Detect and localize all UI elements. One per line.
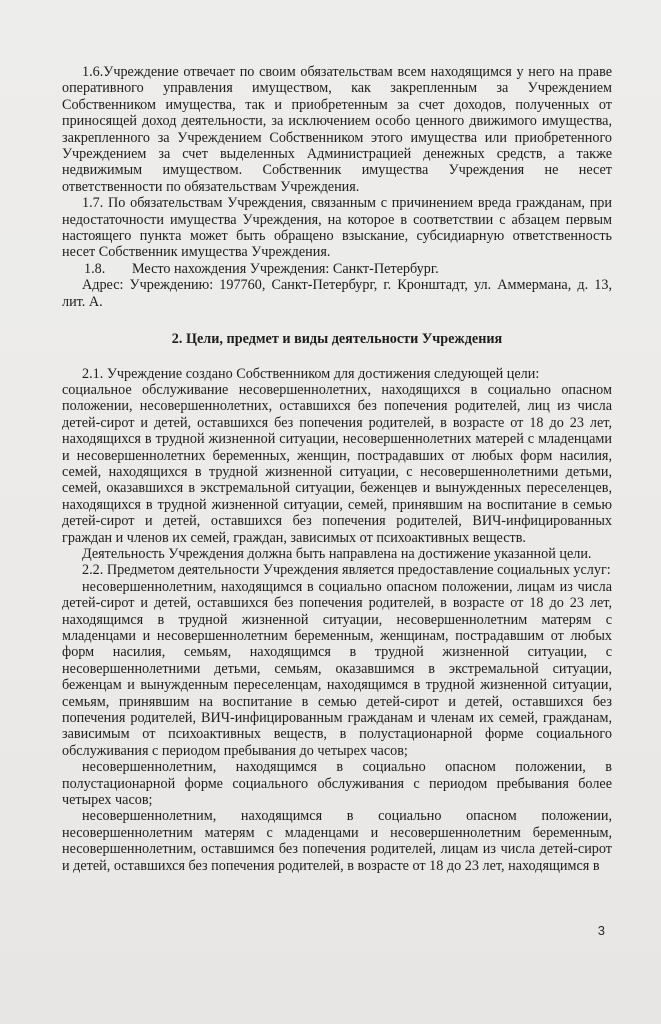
paragraph-2-1-body: социальное обслуживание несовершеннолетних, находящихся в социально опасном положении, несовершеннолетних, оставшихся без попечения родителей, лиц из числа детей-сирот и детей, оставшихся без попечения родителей, в возрасте от 18 до 23 лет, находящихся в трудной жизненной ситуации, несовершеннолетних матерей с младенцами и несовершеннолетних беременных, женщин, пострадавших от любых форм насилия, семей, находящихся в трудной жизненной ситуации, с несовершеннолетними детьми, семей, оказавшихся в экстремальной ситуации, беженцев и вынужденных переселенцев, находящихся в трудной жизненной ситуации, семей, принявшим на воспитание в семью детей-сирот и детей, оставшихся без попечения родителей, ВИЧ-инфицированных граждан и членов их семей, граждан, зависимых от психоактивных веществ. — [62, 381, 612, 546]
paragraph-1-8 — [62, 261, 612, 277]
paragraph-2-2-c: несовершеннолетним, находящимся в социально опасном положении, несовершеннолетним матерям с младенцами и несовершеннолетним беременным, несовершеннолетним, оставшимся без попечения родителей, лицам из числа детей-сирот и детей, оставшихся без попечения родителей, в возрасте от 18 до 23 лет, находящимся в — [62, 808, 612, 874]
paragraph-1-7: 1.7. По обязательствам Учреждения, связанным с причинением вреда гражданам, при недостаточности имущества Учреждения, на которое в соответствии с абзацем первым настоящего пункта может быть обращено взыскание, субсидиарную ответственность несет Собственник имущества Учреждения. — [62, 195, 612, 261]
paragraph-2-2-b: несовершеннолетним, находящимся в социально опасном положении, в полустационарной форме социального обслуживания с периодом пребывания более четырех часов; — [62, 759, 612, 809]
paragraph-1-6: 1.6.Учреждение отвечает по своим обязательствам всем находящимся у него на праве оперативного управления имуществом, как закрепленным за Учреждением Собственником имущества, так и приобретенным за счет доходов, полученных от приносящей доход деятельности, за исключением особо ценного движимого имущества, закрепленного за Учреждением Собственником этого имущества или приобретенного Учреждением за счет выделенных Администрацией денежных средств, а также недвижимым имуществом. Собственник имущества Учреждения не несет ответственности по обязательствам Учреждения. — [62, 64, 612, 195]
paragraph-2-1: 2.1. Учреждение создано Собственником для достижения следующей цели: — [82, 365, 540, 382]
page-number: 3 — [597, 923, 605, 938]
paragraph-address: Адрес: Учреждению: 197760, Санкт-Петербург, г. Кронштадт, ул. Аммермана, д. 13, лит. А. — [62, 277, 612, 310]
paragraph-1-8-text: Место нахождения Учреждения: Санкт-Петербург. — [132, 260, 439, 277]
document-body — [62, 64, 612, 874]
paragraph-2-2-a: несовершеннолетним, находящимся в социально опасном положении, лицам из числа детей-сирот и детей, оставшихся без попечения родителей, в возрасте от 18 до 23 лет, находящимся в трудной жизненной ситуации, несовершеннолетним матерям с младенцами и несовершеннолетним беременным, женщинам, пострадавшим от любых форм насилия, семьям, находящимся в трудной жизненной ситуации, с несовершеннолетними детьми, семьям, оказавшимся в экстремальной ситуации, беженцам и вынужденным переселенцам, находящимся в трудной жизненной ситуации, семьям, принявшим на воспитание в семью детей-сирот и детей, оставшихся без попечения родителей, ВИЧ-инфицированным гражданам и членам их семей, гражданам, зависимым от психоактивных веществ, в полустационарной форме социального обслуживания с периодом пребывания до четырех часов; — [62, 578, 612, 759]
paragraph-1-8-number: 1.8. — [84, 260, 106, 277]
section-2-title: 2. Цели, предмет и виды деятельности Учреждения — [171, 331, 503, 348]
paragraph-2-1-end: Деятельность Учреждения должна быть направлена на достижение указанной цели. — [82, 545, 592, 562]
paragraph-2-2: 2.2. Предметом деятельности Учреждения является предоставление социальных услуг: — [82, 562, 611, 579]
